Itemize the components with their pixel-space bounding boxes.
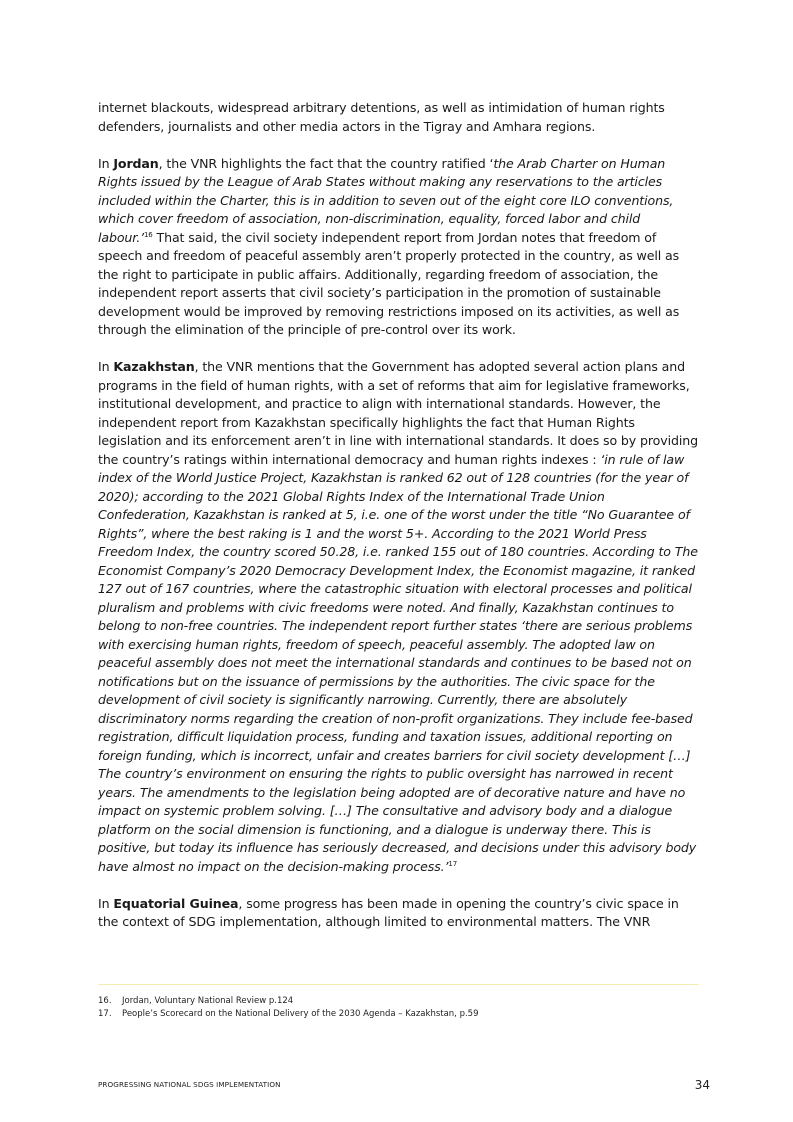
text-run: internet blackouts, widespread arbitrary detentions, as well as intimidation of human rights defenders, journalists and other media actors in the Tigray and Amhara regions.	[98, 100, 665, 134]
text-run: , the VNR highlights the fact that the country ratified ‘	[158, 155, 494, 171]
text-run: , the VNR mentions that the Government has adopted several action plans and programs in the field of human rights, with a set of reforms that aim for legislative frameworks, institutional development, and practice to align with international standards. However, the independent report from Kazakhstan specifically highlights the fact that Human Rights legislation and its enforcement aren’t in line with international standards. It does so by providing the country’s ratings within international democracy and human rights indexes :	[98, 359, 698, 467]
country-name: Jordan	[113, 155, 159, 171]
paragraph	[98, 155, 698, 340]
footnote-ref: 17	[448, 859, 458, 868]
country-name: Equatorial Guinea	[113, 895, 239, 911]
footnotes	[98, 995, 698, 1021]
running-footer-title: PROGRESSING NATIONAL SDGS IMPLEMENTATION	[98, 1080, 281, 1089]
text-run: , some progress has been made in opening the country’s civic space in the context of SDG implementation, although limited to environmental matters. The VNR	[98, 895, 679, 929]
paragraph	[98, 99, 698, 136]
page-number: 34	[694, 1078, 710, 1092]
text-run: In	[98, 895, 114, 911]
body-text	[98, 99, 698, 950]
paragraph	[98, 895, 698, 932]
footnote-16	[98, 995, 698, 1008]
footnote-number: 17.	[98, 1009, 112, 1019]
footnote-divider	[98, 984, 699, 985]
footnote-number: 16.	[98, 996, 112, 1006]
footnote-text: People’s Scorecard on the National Delivery of the 2030 Agenda – Kazakhstan, p.59	[122, 1009, 479, 1019]
footnote-ref: 16	[143, 230, 153, 239]
quoted-text: ‘in rule of law index of the World Justice Project, Kazakhstan is ranked 62 out of 128 countries (for the year of 2020); according to the 2021 Global Rights Index of the International Trade Union Confederation, Kazakhstan is ranked at 5, i.e. one of the worst under the title “No Guarantee of Rights”, where the best raking is 1 and the worst 5+. According to the 2021 World Press Freedom Index, the country scored 50.28, i.e. ranked 155 out of 180 countries. According to The Economist Company’s 2020 Democracy Development Index, the Economist magazine, it ranked 127 out of 167 countries, where the catastrophic situation with electoral processes and political pluralism and problems with civic freedoms were noted. And finally, Kazakhstan continues to belong to non-free countries. The independent report further states ‘there are serious problems with exercising human rights, freedom of speech, peaceful assembly. The adopted law on peaceful assembly does not meet the international standards and continues to be based not on notifications but on the issuance of permissions by the authorities. The civic space for the development of civil society is significantly narrowing. Currently, there are absolutely discriminatory norms regarding the creation of non-profit organizations. They include fee-based registration, difficult liquidation process, funding and taxation issues, additional reporting on foreign funding, which is incorrect, unfair and creates barriers for civil society development […] The country’s environment on ensuring the rights to public oversight has narrowed in recent years. The amendments to the legislation being adopted are of decorative nature and have no impact on systemic problem solving. […] The consultative and advisory body and a dialogue platform on the social dimension is functioning, and a dialogue is underway there. This is positive, but today its influence has seriously decreased, and decisions under this advisory body have almost no impact on the decision-making process.’	[98, 451, 698, 874]
country-name: Kazakhstan	[113, 359, 195, 374]
footnote-text: Jordan, Voluntary National Review p.124	[122, 996, 294, 1006]
quoted-text: the Arab Charter on Human Rights issued by the League of Arab States without making any reservations to the articles included within the Charter, this is in addition to seven out of the eight core ILO conventions, which cover freedom of association, non-discrimination, equality, forced labor and child labour.’	[98, 155, 674, 245]
footnote-17	[98, 1008, 698, 1021]
paragraph	[98, 358, 698, 876]
text-run: That said, the civil society independent report from Jordan notes that freedom of speech and freedom of peaceful assembly aren’t properly protected in the country, as well as the right to participate in public affairs. Additionally, regarding freedom of association, the independent report asserts that civil society’s participation in the promotion of sustainable development would be improved by removing restrictions imposed on its activities, as well as through the elimination of the principle of pre-control over its work.	[98, 229, 680, 337]
text-run: In	[98, 359, 114, 374]
text-run: In	[98, 155, 114, 171]
